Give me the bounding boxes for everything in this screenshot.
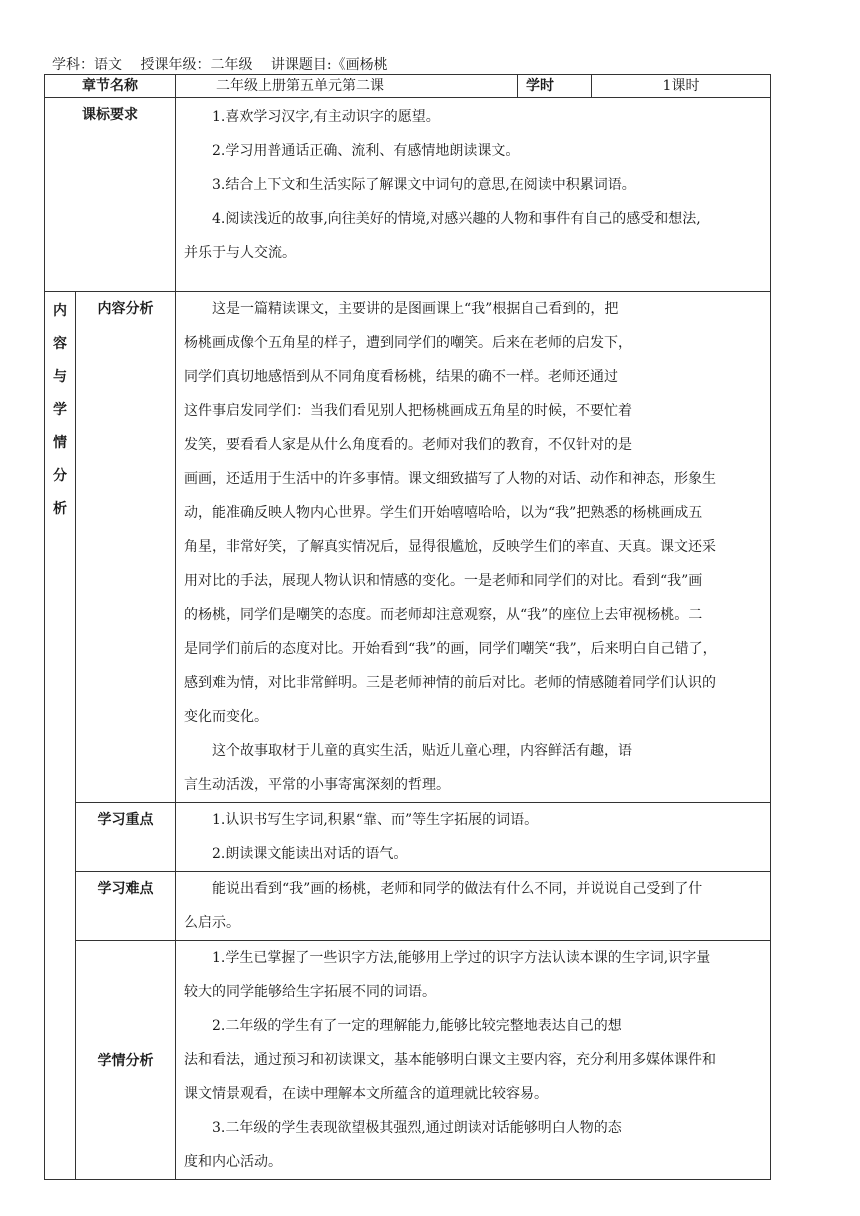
content-line: 这件事启发同学们：当我们看见别人把杨桃画成五角星的时候，不要忙着	[184, 403, 632, 419]
key-points-line: 2.朗读课文能读出对话的语气。	[212, 846, 408, 862]
content-analysis-row	[45, 292, 771, 803]
difficulties-line: 能说出看到“我”画的杨桃，老师和同学的做法有什么不同，并说说自己受到了什	[212, 881, 703, 897]
student-line: 2.二年级的学生有了一定的理解能力,能够比较完整地表达自己的想	[212, 1018, 622, 1034]
content-line: 角星，非常好笑，了解真实情况后，显得很尴尬，反映学生们的率直、天真。课文还采	[184, 539, 716, 555]
key-points-line: 1.认识书写生字词,积累“靠、而”等生字拓展的词语。	[212, 812, 539, 828]
chapter-row	[45, 75, 771, 98]
content-line: 同学们真切地感悟到从不同角度看杨桃，结果的确不一样。老师还通过	[184, 369, 618, 385]
standards-content	[176, 98, 771, 292]
side-label-char: 分	[53, 468, 67, 484]
standards-line: 1.喜欢学习汉字,有主动识字的愿望。	[212, 109, 440, 125]
topic-label: 讲课题目:《画杨桃	[270, 57, 388, 73]
side-label-char: 学	[53, 402, 67, 418]
lesson-plan-table	[44, 74, 771, 1180]
side-label-char: 情	[53, 435, 67, 451]
student-analysis-row	[45, 941, 771, 1180]
student-analysis-label: 学情分析	[76, 941, 176, 1180]
document-header	[52, 54, 402, 74]
chapter-label: 章节名称	[45, 75, 176, 98]
content-line: 是同学们前后的态度对比。开始看到“我”的画，同学们嘲笑“我”，后来明白自己错了，	[184, 641, 717, 657]
content-analysis-content	[176, 292, 771, 803]
student-line: 3.二年级的学生表现欲望极其强烈,通过朗读对话能够明白人物的态	[212, 1120, 622, 1136]
difficulties-label: 学习难点	[76, 872, 176, 941]
subject-label: 学科：语文	[52, 57, 122, 73]
key-points-label: 学习重点	[76, 803, 176, 872]
side-label-char: 容	[53, 336, 67, 352]
grade-label: 授课年级：二年级	[140, 57, 253, 73]
content-line: 画画，还适用于生活中的许多事情。课文细致描写了人物的对话、动作和神态，形象生	[184, 471, 716, 487]
standards-line: 4.阅读浅近的故事,向往美好的情境,对感兴趣的人物和事件有自己的感受和想法,	[212, 211, 701, 227]
student-line: 1.学生已掌握了一些识字方法,能够用上学过的识字方法认读本课的生字词,识字量	[212, 950, 711, 966]
student-line: 较大的同学能够给生字拓展不同的词语。	[184, 984, 436, 1000]
difficulties-content	[176, 872, 771, 941]
content-line: 的杨桃，同学们是嘲笑的态度。而老师却注意观察，从“我”的座位上去审视杨桃。二	[184, 607, 703, 623]
content-line: 感到难为情，对比非常鲜明。三是老师神情的前后对比。老师的情感随着同学们认识的	[184, 675, 716, 691]
content-line: 动，能准确反映人物内心世界。学生们开始嘻嘻哈哈，以为“我”把熟悉的杨桃画成五	[184, 505, 703, 521]
content-line: 这个故事取材于儿童的真实生活，贴近儿童心理，内容鲜活有趣，语	[212, 743, 632, 759]
standards-line: 并乐于与人交流。	[184, 245, 296, 261]
key-points-row	[45, 803, 771, 872]
content-line: 这是一篇精读课文，主要讲的是图画课上“我”根据自己看到的，把	[212, 301, 619, 317]
side-label-char: 析	[53, 501, 67, 517]
standards-line: 3.结合上下文和生活实际了解课文中词句的意思,在阅读中积累词语。	[212, 177, 636, 193]
side-label-char: 内	[53, 303, 67, 319]
student-line: 度和内心活动。	[184, 1154, 282, 1170]
content-line: 发笑，要看看人家是从什么角度看的。老师对我们的教育，不仅针对的是	[184, 437, 632, 453]
content-analysis-label: 内容分析	[76, 292, 176, 803]
hours-label: 学时	[518, 75, 592, 98]
side-label-content-and-students	[45, 292, 76, 1180]
student-line: 法和看法，通过预习和初读课文，基本能够明白课文主要内容，充分利用多媒体课件和	[184, 1052, 716, 1068]
key-points-content	[176, 803, 771, 872]
content-line: 杨桃画成像个五角星的样子，遭到同学们的嘲笑。后来在老师的启发下，	[184, 335, 632, 351]
hours-value: 1课时	[592, 75, 771, 98]
chapter-value: 二年级上册第五单元第二课	[176, 75, 518, 98]
content-line: 用对比的手法，展现人物认识和情感的变化。一是老师和同学们的对比。看到“我”画	[184, 573, 703, 589]
standards-row	[45, 98, 771, 292]
student-line: 课文情景观看，在读中理解本文所蕴含的道理就比较容易。	[184, 1086, 548, 1102]
difficulties-line: 么启示。	[184, 915, 240, 931]
standards-line: 2.学习用普通话正确、流利、有感情地朗读课文。	[212, 143, 520, 159]
side-label-char: 与	[53, 369, 67, 385]
standards-label: 课标要求	[45, 98, 176, 292]
difficulties-row	[45, 872, 771, 941]
student-analysis-content	[176, 941, 771, 1180]
content-line: 变化而变化。	[184, 709, 268, 725]
content-line: 言生动活泼，平常的小事寄寓深刻的哲理。	[184, 777, 450, 793]
